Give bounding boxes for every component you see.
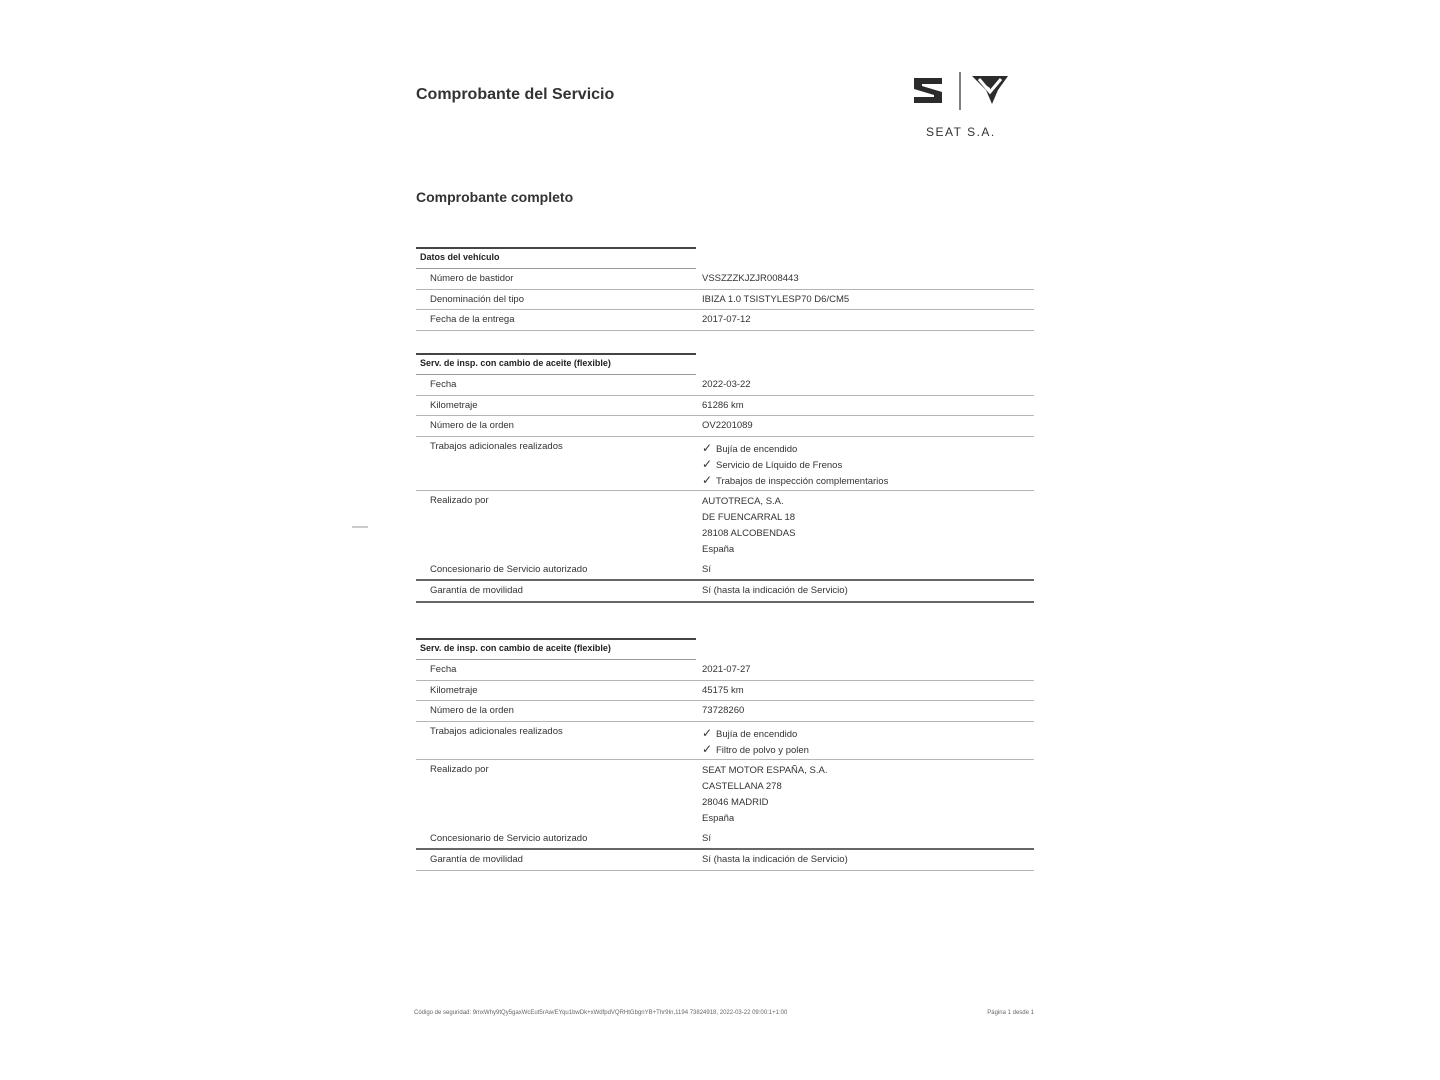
row-label: Número de la orden <box>430 420 514 431</box>
row-label: Número de bastidor <box>430 273 514 284</box>
list-item: SEAT MOTOR ESPAÑA, S.A. <box>702 764 828 776</box>
brand-name: SEAT S.A. <box>926 125 996 139</box>
table-row <box>416 829 1034 851</box>
scan-mark <box>352 526 368 528</box>
row-label: Garantía de movilidad <box>430 585 523 596</box>
checkmark-icon: ✓ <box>702 440 713 455</box>
document-title: Comprobante del Servicio <box>416 86 615 103</box>
row-label: Garantía de movilidad <box>430 854 523 865</box>
page-number: Página 1 desde 1 <box>987 1010 1034 1016</box>
row-value: OV2201089 <box>702 420 753 431</box>
table-row <box>416 760 1034 829</box>
row-label: Realizado por <box>430 763 489 775</box>
row-label: Trabajos adicionales realizados <box>430 440 563 452</box>
brand-logo <box>906 70 1016 142</box>
section-heading: Datos del vehículo <box>416 247 696 269</box>
list-item: DE FUENCARRAL 18 <box>702 511 796 523</box>
vehicle-data-section <box>416 247 1034 331</box>
row-value: VSSZZZKJZJR008443 <box>702 273 799 284</box>
row-value <box>692 722 1034 759</box>
list-item: AUTOTRECA, S.A. <box>702 495 784 507</box>
table-row <box>416 491 1034 560</box>
list-item: ✓ Bujía de encendido <box>702 440 798 455</box>
table-row <box>416 437 1034 491</box>
table-row <box>416 269 1034 290</box>
list-item: ✓ Bujía de encendido <box>702 725 798 740</box>
table-row <box>416 310 1034 331</box>
list-item: 28046 MADRID <box>702 796 769 808</box>
page-footer <box>414 1010 1034 1016</box>
row-label: Denominación del tipo <box>430 293 525 305</box>
row-value: 2022-03-22 <box>702 379 751 390</box>
list-item: 28108 ALCOBENDAS <box>702 527 796 539</box>
row-value <box>692 437 1034 490</box>
row-value: 2017-07-12 <box>702 314 751 325</box>
row-label: Número de la orden <box>430 705 514 716</box>
row-label: Fecha <box>430 664 457 675</box>
row-value: IBIZA 1.0 TSISTYLESP70 D6/CM5 <box>702 293 850 305</box>
document-subtitle: Comprobante completo <box>416 189 574 205</box>
row-value: 61286 km <box>702 399 744 411</box>
row-value: Sí <box>702 832 711 844</box>
service-record-1 <box>416 353 1034 603</box>
checkmark-icon: ✓ <box>702 472 713 487</box>
checkmark-icon: ✓ <box>702 456 713 471</box>
list-item: CASTELLANA 278 <box>702 780 782 792</box>
section-heading: Serv. de insp. con cambio de aceite (flexible) <box>416 638 696 660</box>
list-item: ✓ Filtro de polvo y polen <box>702 741 809 756</box>
list-item: ✓ Trabajos de inspección complementarios <box>702 472 889 487</box>
checkmark-icon: ✓ <box>702 741 713 756</box>
row-label: Realizado por <box>430 494 489 506</box>
list-item: España <box>702 812 735 824</box>
table-row <box>416 701 1034 722</box>
row-value <box>692 491 1034 560</box>
table-row <box>416 850 1034 871</box>
row-label: Kilometraje <box>430 684 478 696</box>
row-value: Sí <box>702 563 711 575</box>
row-value <box>692 760 1034 829</box>
row-label: Concesionario de Servicio autorizado <box>430 563 588 575</box>
service-record-2 <box>416 638 1034 871</box>
row-value: Sí (hasta la indicación de Servicio) <box>702 854 848 865</box>
row-value: 73728260 <box>702 705 745 716</box>
row-value: Sí (hasta la indicación de Servicio) <box>702 585 848 596</box>
row-label: Trabajos adicionales realizados <box>430 725 563 737</box>
table-row <box>416 581 1034 603</box>
table-row <box>416 290 1034 311</box>
list-item: ✓ Servicio de Líquido de Frenos <box>702 456 843 471</box>
row-label: Concesionario de Servicio autorizado <box>430 832 588 844</box>
row-value: 45175 km <box>702 684 744 696</box>
list-item: España <box>702 543 735 555</box>
table-row <box>416 681 1034 702</box>
row-label: Kilometraje <box>430 399 478 411</box>
row-value: 2021-07-27 <box>702 664 751 675</box>
row-label: Fecha de la entrega <box>430 314 515 325</box>
cupra-logo-icon <box>906 70 1016 120</box>
security-code: Código de seguridad: 9mxWhy9tQy5gaxWcEut5rAw/EYqu1bwDk+xWdfpdVQRHtGbgnYB+Thr9In,1194 73824918, 2022-03-22 09:00:1+1:00 <box>414 1010 788 1016</box>
table-row <box>416 660 1034 681</box>
section-heading: Serv. de insp. con cambio de aceite (flexible) <box>416 353 696 375</box>
table-row <box>416 560 1034 582</box>
table-row <box>416 396 1034 417</box>
table-row <box>416 722 1034 760</box>
row-label: Fecha <box>430 379 457 390</box>
table-row <box>416 416 1034 437</box>
checkmark-icon: ✓ <box>702 725 713 740</box>
table-row <box>416 375 1034 396</box>
